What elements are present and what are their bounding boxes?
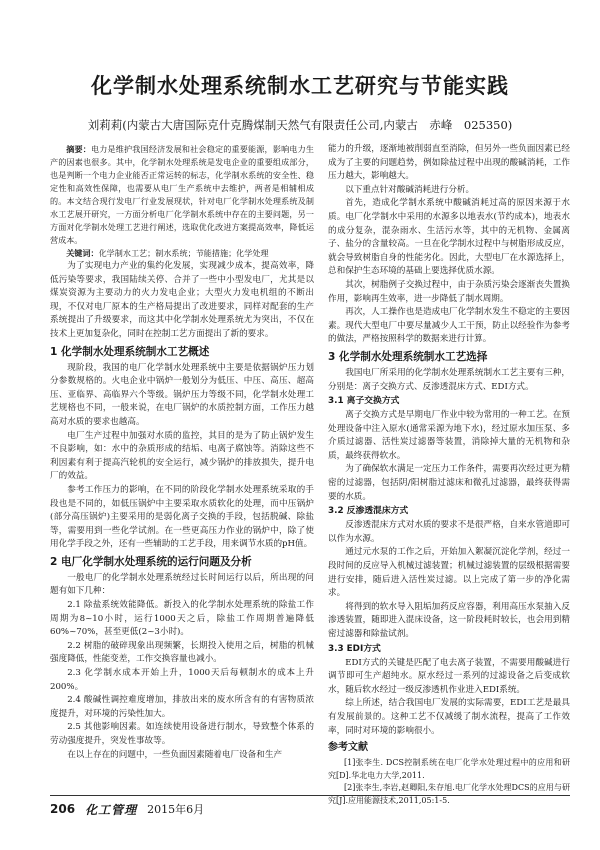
journal-name: 化工管理 <box>85 802 138 817</box>
section-3-heading: 3 化学制水处理系统制水工艺选择 <box>328 350 488 363</box>
section-2-item: 2.4 酸碱性调控难度增加，排放出来的废水所含有的有害物质浓度提升，对环境的污染性加大。 <box>50 695 314 719</box>
subsection-3-2-heading: 3.2 反渗透混床方式 <box>328 506 409 517</box>
subsection-3-3-heading: 3.3 EDI方式 <box>328 643 381 654</box>
abstract-label: 摘要： <box>66 144 91 154</box>
keywords-paragraph <box>50 247 314 260</box>
section-2-item: 2.1 除盐系统效能降低。新投入的化学制水处理系统的除盐工作周期为8~10小时，运行1000天之后，除盐工作周期普遍降低60%~70%，甚至更低(2~3小时)。 <box>50 600 314 638</box>
keywords-text: 化学制水工艺；制水系统；节能措施；化学处理 <box>98 248 269 258</box>
subsection-paragraph: EDI方式的关键是匹配了电去离子装置，不需要用酸碱进行调节即可生产超纯水。原水经过一系列的过滤设备之后变成软水，随后软水经过一级反渗透机作业进入EDI系统。 <box>328 657 570 695</box>
body-paragraph: 再次，人工操作也是造成电厂化学制水发生不稳定的主要因素。现代大型电厂中要尽量减少人工干预，防止以经验作为参考的做法，严格按照科学的数据来进行计算。 <box>328 307 570 345</box>
intro-paragraph: 为了实现电力产业的集约化发展，实现减少成本，提高效率，降低污染等要求，我国陆续关停、合并了一些中小型发电厂，尤其是以煤炭资源为主要动力的火力发电企业；大型火力发电机组的不断出现，不仅对电厂原本的生产格局提出了改进要求，同样对配套的生产系统提出了升级要求，而这其中化学制水处理系统尤为突出，不仅在技术上更加复杂化，同时在控制工艺方面提出了新的要求。 <box>50 261 314 339</box>
reference-item: [1]张李生. DCS控制系统在电厂化学水处理过程中的应用和研究[D].华北电力大学,2011. <box>328 758 570 780</box>
subsection-paragraph: 反渗透混床方式对水质的要求不是很严格，自来水管道即可以作为水源。 <box>328 520 570 544</box>
body-paragraph: 其次，树脂例子交换过程中，由于杂质污染会逐渐丧失置换作用，影响再生效率，进一步降低了制水周期。 <box>328 279 570 304</box>
page-number: 206 <box>50 802 76 816</box>
section-1-paragraph: 电厂生产过程中加强对水质的监控，其目的是为了防止锅炉发生不良影响，如：水中的杂质形成的结垢、电离子腐蚀等。消除这些不利因素有利于提高汽轮机的安全运行，减少锅炉的排放损失，提升电厂的效益。 <box>50 430 314 482</box>
left-column <box>50 143 314 793</box>
section-2-item: 2.2 树脂的破碎现象出现频繁，长期投入使用之后，树脂的机械强度降低，性能变差，工作交换容量也减小。 <box>50 640 314 665</box>
subsection-paragraph: 为了确保软水满足一定压力工作条件，需要再次经过更为精密的过滤器，包括阴/阳树脂过滤床和微孔过滤器，最终获得需要的水质。 <box>328 464 570 502</box>
subsection-paragraph: 通过元水泵的工作之后，开始加入絮凝沉淀化学剂，经过一段时间的反应导入机械过滤装置；机械过滤装置的层级根据需要进行安排，随后进入活性炭过滤。以上完成了第一步的净化需求。 <box>328 547 570 599</box>
author-affiliation: 刘莉莉(内蒙古大唐国际克什克腾煤制天然气有限责任公司,内蒙古 赤峰 025350) <box>87 118 513 132</box>
section-3-paragraph: 我国电厂所采用的化学制水处理系统制水工艺主要有三种，分别是：离子交换方式、反渗透混床方式、EDI方式。 <box>328 367 570 392</box>
section-2-heading: 2 电厂化学制水处理系统的运行问题及分析 <box>50 555 252 568</box>
abstract-text: 电力是维护我国经济发展和社会稳定的重要能源，影响电力生产的因素也很多。其中，化学制水处理系统是发电企业的重要组成部分，也是判断一个电力企业能否正常运转的标志，化学制水系统的安全性、稳定性和高效性保障，也需要从电厂生产系统中去维护，两者是相辅相成的。本文结合现行发电厂行业发展现状，针对电厂化学制水处理系统及制水工艺展开研究，一方面分析电厂化学制水系统中存在的主要问题，另一方面对化学制水处理工艺进行阐述，选取优化改进方案提高效率，降低运营成本。 <box>50 144 314 245</box>
section-2-item: 2.5 其他影响因素。如连续使用设备进行制水，导致整个体系的劳动强度提升，突发性事故等。 <box>50 722 314 746</box>
paper-title: 化学制水处理系统制水工艺研究与节能实践 <box>91 74 509 98</box>
section-2-item: 2.3 化学制水成本开始上升，1000天后每顿制水的成本上升200%。 <box>50 668 314 692</box>
references-heading: 参考文献 <box>328 742 368 754</box>
right-column <box>328 143 570 805</box>
section-2-paragraph: 在以上存在的问题中，一些负面因素随着电厂设备和生产 <box>67 749 283 760</box>
reference-item: [2]张李生,李岩,赵卿阳,朱存旭.电厂化学水处理DCS的应用与研究[J].应用能源技术,2011,05:1-5. <box>328 783 570 805</box>
section-1-paragraph: 现阶段，我国的电厂化学制水处理系统中主要是依据锅炉压力划分参数规格的。火电企业中锅炉一般划分为低压、中压、高压、超高压、亚临界、高临界六个等级。锅炉压力等级不同，化学制水处理工艺规格也不同，一般来说，在电厂锅炉的水质控制方面，工作压力越高对水质的要求也越高。 <box>50 362 314 427</box>
continued-paragraph: 能力的升级，逐渐地被削弱直至消除，但另外一些负面因素已经成为了主要的问题趋势，例如除盐过程中出现的酸碱消耗，工作压力越大，影响越大。 <box>328 144 570 182</box>
section-1-paragraph: 参考工作压力的影响，在不同的阶段化学制水处理系统采取的手段也是不同的，如低压锅炉中主要采取水质软化的处理，而中压锅炉(部分高压锅炉)主要采用的是弱化离子交换的手段，包括脱碱、除盐等，需要用到一些化学试剂。在一些更高压力作业的锅炉中，除了使用化学手段之外，还有一些辅助的工艺手段，用来调节水质的pH值。 <box>50 484 314 550</box>
body-paragraph: 首先，造成化学制水系统中酸碱消耗过高的原因来源于水质。电厂化学制水中采用的水源多以地表水(节约成本)，地表水的成分复杂，混杂雨水、生活污水等，其中的无机物、金属离子、盐分的含量较高。一旦在化学制水过程中与树脂形成反应，就会导致树脂自身的性能劣化。因此，大型电厂在水源选择上，总和保护生态环境的基础上要选择优质水源。 <box>328 198 570 277</box>
subsection-paragraph: 离子交换方式是早期电厂作业中较为常用的一种工艺。在预处理设备中注入原水(通常采源为地下水)，经过原水加压泵、多介质过滤器、活性炭过滤器等装置，消除掉大量的无机物和杂质，最终获得软水。 <box>328 410 570 461</box>
conclusion-paragraph: 综上所述，结合我国电厂发展的实际需要，EDI工艺是最具有发展前景的。这种工艺不仅减缓了制水流程，提高了工作效率，同时对环境的影响很小。 <box>328 698 570 736</box>
section-2-paragraph: 一般电厂的化学制水处理系统经过长时间运行以后，所出现的问题有如下几种： <box>50 572 314 597</box>
section-1-heading: 1 化学制水处理系统制水工艺概述 <box>50 345 210 358</box>
body-paragraph: 以下重点针对酸碱消耗进行分析。 <box>345 184 475 195</box>
keywords-label: 关键词： <box>66 248 99 258</box>
issue-date: 2015年6月 <box>147 803 205 816</box>
subsection-3-1-heading: 3.1 离子交换方式 <box>328 396 400 407</box>
footer-divider <box>50 795 570 796</box>
page-footer <box>50 800 204 818</box>
abstract-paragraph <box>50 143 314 247</box>
subsection-paragraph: 将得到的软水导入阻垢加药反应容器，利用高压水泵抽入反渗透装置，随即进入混床设备，这一阶段耗时较长，也会用到精密过滤器和除盐试剂。 <box>328 601 570 639</box>
